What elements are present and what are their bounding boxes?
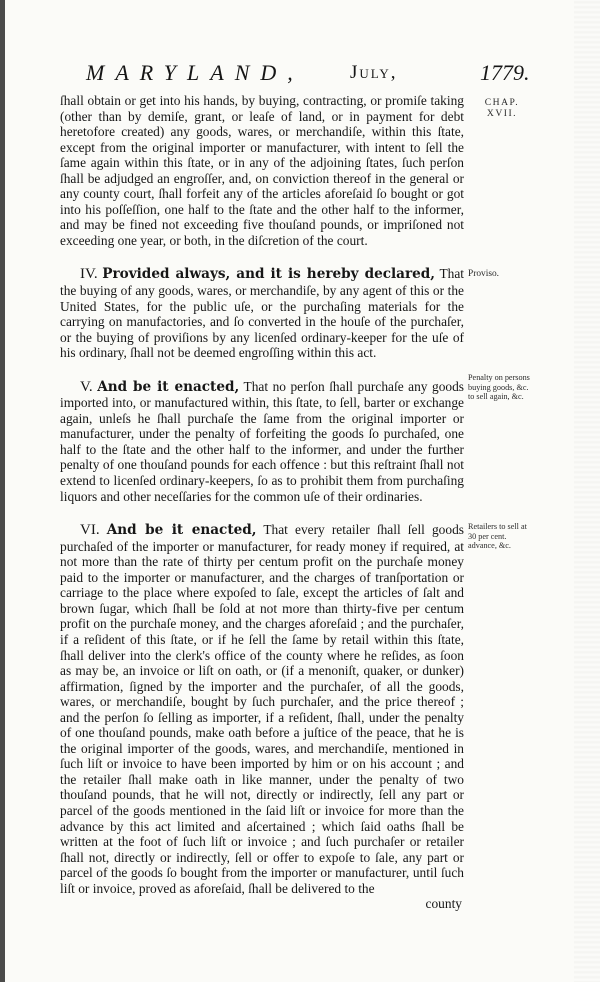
section-lead: And be it enacted, xyxy=(97,378,240,395)
section-lead: And be it enacted, xyxy=(106,522,257,539)
running-title: MARYLAND, xyxy=(86,60,304,85)
margin-note-retailers: Retailers to sell at 30 per cent. advance, &c. xyxy=(468,522,527,551)
margin-note-chapter: CHAP. XVII. xyxy=(484,97,520,119)
section-text: That every retailer ſhall ſell goods purchaſed of the importer or manufacturer, for ready money if required, at not more than the rate of thirty per centum profit on the purchaſe money paid to the importer or manufacturer, and the charges of tranſportation or carriage to the place where expoſed to ſale, except the articles of ſalt and brown ſugar, which ſhall be ſold at not more than thirty-five per centum profit on the purchaſe money, and the charges aforeſaid ; and the purchaſer, if a reſident of this ſtate, or if he ſell the ſame by retail within this ſtate, ſhall deliver into the clerk's office of the county where he reſides, as ſoon as may be, an invoice or liſt on oath, or (if a menoniſt, quaker, or dunker) affirmation, ſigned by the importer and the purchaſer, of all the goods, wares, or merchandiſe, bought by ſuch purchaſer, and the price thereof ; and the perſon ſo ſelling as importer, if a reſident, ſhall, under the penalty of one thouſand pounds, make oath before a juſtice of the peace, that he is the original importer of the goods, wares, and merchandiſe, mentioned in ſuch liſt or invoice to have been imported by him or on his account ; and the retailer ſhall make oath in like manner, under the penalty of two thouſand pounds, that he will not, directly or indirectly, ſell any part or parcel of the goods mentioned in the ſaid liſt or invoice for more than the advance by this act limited and aſcertained ; which ſaid oaths ſhall be written at the foot of ſuch liſt or invoice ; and ſuch purchaſer or retailer ſhall not, directly or indirectly, ſell or offer to expoſe to ſale, any part or parcel of the goods ſo bought from the importer or manufacturer, until ſuch liſt or invoice, proved as aforeſaid, ſhall be delivered to the xyxy=(60,522,464,896)
section-number: VI. xyxy=(80,522,100,539)
paragraph-continued: ſhall obtain or get into his hands, by buying, contracting, or promiſe taking (other than by demiſe, grant, or leaſe of land, or in payment for debt heretofore created) any goods, wares, or merchandiſe, within this ſtate, except from the original importer or manufacturer, with intent to ſell the ſame again within this ſtate, or in any of the adjoining ſtates, ſuch perſon ſhall be adjudged an engroſſer, and, on conviction thereof in the general or any county court, ſhall forfeit any of the articles aforeſaid ſo bought or got into his poſſeſſion, one half to the ſtate and the other half to the informer, and may be fined not exceeding five thouſand pounds, or impriſoned not exceeding one year, or both, in the diſcretion of the court. xyxy=(60,93,464,248)
section-text: That no perſon ſhall purchaſe any goods imported into, or manufactured within, this ſtate, to ſell, barter or exchange again, unleſs he ſhall purchaſe the ſame from the original importer or manufacturer, under the penalty of forfeiting the goods ſo purchaſed, one half to the ſtate and the other half to the informer, and under the further penalty of one thouſand pounds for each offence : but this reſtraint ſhall not extend to licenſed ordinary-keepers, ſo as to prohibit them from purchaſing liquors and other neceſſaries for the common uſe of their ordinaries. xyxy=(60,378,465,504)
section-text: That the buying of any goods, wares, or merchandiſe, by any agent of this or the United States, for the public uſe, or the purchaſing materials for the carrying on manufactories, and ſo converted in the houſe of the purchaſer, or the buying of proviſions by any licenſed ordinary-keeper for the uſe of his ordinary, ſhall not be deemed engroſſing within this act. xyxy=(60,266,464,361)
section-iv xyxy=(60,266,464,360)
section-vi xyxy=(60,522,464,896)
section-number: V. xyxy=(80,378,93,395)
margin-note-penalty: Penalty on persons buying goods, &c. to sell again, &c. xyxy=(468,373,530,402)
running-year: 1779. xyxy=(480,60,530,85)
scan-edge-right xyxy=(574,0,600,982)
scan-edge-left xyxy=(0,0,5,982)
body-text xyxy=(60,93,464,912)
section-number: IV. xyxy=(80,266,98,283)
running-header xyxy=(0,60,600,90)
catchword: county xyxy=(425,896,462,912)
section-v xyxy=(60,379,464,504)
section-lead: Provided always, and it is hereby declared, xyxy=(102,266,436,283)
margin-note-proviso: Proviso. xyxy=(468,269,499,279)
running-month: July, xyxy=(350,62,398,83)
